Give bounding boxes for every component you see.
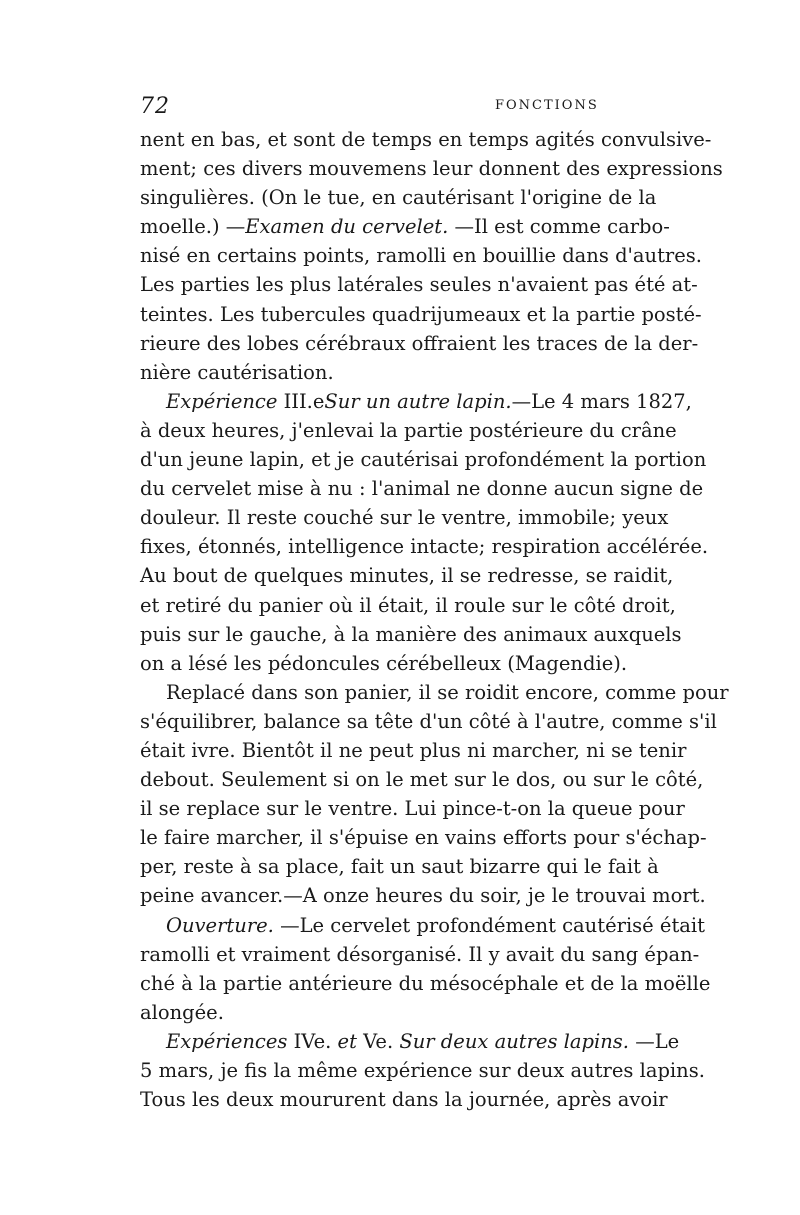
italic-segment: Sur un autre lapin. [324, 389, 512, 413]
text-segment: singulières. (On le tue, en cautérisant l'origine de la [140, 186, 657, 210]
text-line [140, 212, 670, 241]
text-line [140, 794, 685, 823]
text-segment: ment; ces divers mouvemens leur donnent des expressions [140, 157, 723, 181]
text-segment: Ve. [356, 1029, 400, 1053]
text-line [140, 911, 705, 940]
text-line [140, 125, 712, 154]
text-line [140, 940, 700, 969]
text-segment: ché à la partie antérieure du mésocéphale et de la moëlle [140, 971, 711, 995]
text-line [140, 591, 676, 620]
text-segment: et retiré du panier où il était, il roule sur le côté droit, [140, 593, 676, 617]
text-segment: douleur. Il reste couché sur le ventre, immobile; yeux [140, 506, 669, 530]
text-segment: Au bout de quelques minutes, il se redresse, se raidit, [140, 564, 674, 588]
text-segment: teintes. Les tubercules quadrijumeaux et la partie posté- [140, 302, 702, 326]
text-segment: peine avancer.—A onze heures du soir, je le trouvai mort. [140, 884, 706, 908]
text-segment: —Il est comme carbo- [448, 215, 670, 239]
text-line [140, 765, 704, 794]
text-line [140, 503, 669, 532]
text-line [140, 154, 723, 183]
text-line [140, 649, 656, 678]
text-segment: nent en bas, et sont de temps en temps agités convulsive- [140, 128, 712, 151]
text-line [140, 270, 698, 299]
text-segment: le faire marcher, il s'épuise en vains efforts pour s'échap- [140, 826, 707, 850]
italic-segment: Expériences [166, 1029, 288, 1053]
text-line [140, 1056, 705, 1085]
text-line [140, 823, 707, 852]
italic-segment: Examen du cervelet. [245, 215, 449, 239]
text-segment: —Le 4 mars 1827, [511, 389, 692, 413]
text-segment: 5 mars, je fis la même expérience sur deux autres lapins. [140, 1059, 705, 1082]
text-segment: était ivre. Bientôt il ne peut plus ni marcher, ni se tenir [140, 738, 687, 762]
text-line [140, 183, 656, 212]
text-segment: s'équilibrer, balance sa tête d'un côté à l'autre, comme s'il [140, 709, 717, 733]
text-line [140, 881, 706, 910]
text-segment: du cervelet mise à nu : l'animal ne donne aucun signe de [140, 477, 704, 501]
text-segment: nière cautérisation. [140, 360, 334, 384]
text-segment: rieure des lobes cérébraux offraient les traces de la der- [140, 331, 699, 355]
text-line [140, 736, 687, 765]
text-line [140, 329, 699, 358]
text-line [140, 241, 702, 270]
text-line [140, 445, 707, 474]
text-segment: IVe. [287, 1029, 338, 1053]
text-line [140, 416, 677, 445]
text-line [140, 707, 717, 736]
text-line [140, 678, 729, 707]
italic-segment: Expérience [166, 389, 278, 413]
text-segment: il se replace sur le ventre. Lui pince-t-on la queue pour [140, 797, 685, 821]
text-line [140, 1085, 668, 1114]
text-line [140, 998, 656, 1027]
text-segment: debout. Seulement si on le met sur le dos, ou sur le côté, [140, 768, 704, 792]
italic-segment: Ouverture. [166, 913, 274, 937]
text-segment: ramolli et vraiment désorganisé. Il y avait du sang épan- [140, 942, 700, 966]
italic-segment: Sur deux autres lapins. [399, 1029, 630, 1053]
text-segment: Tous les deux moururent dans la journée, après avoir [140, 1088, 668, 1112]
text-segment: Replacé dans son panier, il se roidit encore, comme pour [166, 680, 729, 704]
text-segment: alongée. [140, 1000, 224, 1024]
text-segment: à deux heures, j'enlevai la partie postérieure du crâne [140, 418, 677, 442]
text-line [140, 969, 711, 998]
text-line [140, 387, 692, 416]
text-line [140, 358, 656, 387]
text-segment: on a lésé les pédoncules cérébelleux (Magendie). [140, 651, 628, 675]
text-segment: fixes, étonnés, intelligence intacte; respiration accélérée. [140, 535, 709, 559]
page-number: 72 [140, 94, 170, 119]
running-head: FONCTIONS [495, 98, 599, 113]
text-line [140, 300, 702, 329]
italic-segment: et [337, 1029, 357, 1053]
text-segment: d'un jeune lapin, et je cautérisai profondément la portion [140, 448, 707, 472]
text-line [140, 532, 709, 561]
text-segment: Les parties les plus latérales seules n'avaient pas été at- [140, 273, 698, 297]
text-line [140, 561, 674, 590]
text-segment: nisé en certains points, ramolli en bouillie dans d'autres. [140, 244, 702, 268]
text-segment: —Le [629, 1029, 680, 1053]
text-segment: —Le cervelet profondément cautérisé était [273, 913, 705, 937]
text-line [140, 620, 682, 649]
text-segment: moelle.) — [140, 215, 246, 239]
body-text [140, 125, 729, 1114]
text-line [140, 852, 659, 881]
page-header [140, 94, 656, 118]
text-segment: per, reste à sa place, fait un saut bizarre qui le fait à [140, 855, 659, 879]
text-line [140, 1027, 680, 1056]
text-line [140, 474, 704, 503]
text-segment: III.e [277, 389, 325, 413]
text-segment: puis sur le gauche, à la manière des animaux auxquels [140, 622, 682, 646]
